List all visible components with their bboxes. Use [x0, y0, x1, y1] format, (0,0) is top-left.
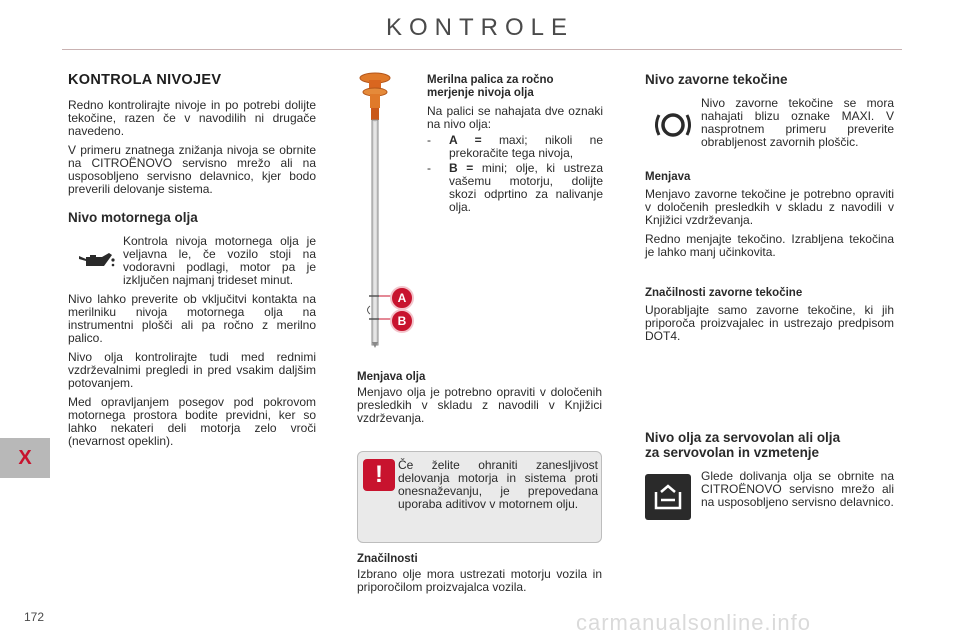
bullet-b: - B = mini; olje, ki ustreza vašemu motorju, dolijte skozi odprtino za nalivanje olja.	[427, 161, 603, 214]
section-title-engine-oil: Nivo motornega olja	[68, 210, 198, 225]
warning-icon: !	[363, 459, 395, 491]
dipstick-intro: Na palici se nahajata dve oznaki na nivo olja:	[427, 104, 603, 131]
section-title-steering-fluid: Nivo olja za servovolan ali olja za servovolan in vzmetenje	[645, 430, 841, 460]
engine-oil-p2: Nivo olja kontrolirajte tudi med rednimi vzdrževalnimi pregledi in pred vsakim daljšim potovanjem.	[68, 350, 316, 390]
oil-spec-title: Značilnosti	[357, 553, 418, 565]
steering-fluid-text: Glede dolivanja olja se obrnite na CITROËNOVO servisno mrežo ali na usposobljeno servisno delavnico.	[701, 469, 894, 509]
dipstick-illustration	[355, 70, 425, 350]
marker-b-badge	[390, 309, 414, 333]
oil-can-icon	[68, 241, 123, 281]
page-title: KONTROLE	[385, 14, 575, 41]
engine-oil-p1: Nivo lahko preverite ob vključitvi kontakta na merilniku nivoja motornega olja na instrumentni plošči ali pa ročno z merilno palico.	[68, 292, 316, 345]
levels-intro-1: Redno kontrolirajte nivoje in po potrebi dolijte tekočine, razen če v navodilih ni drugače navedeno.	[68, 98, 316, 138]
column-left	[68, 72, 316, 454]
bullet-b-text: mini; olje, ki ustreza vašemu motorju, dolijte skozi odprtino za nalivanje olja.	[449, 161, 603, 214]
brake-spec-text: Uporabljajte samo zavorne tekočine, ki jih priporoča proizvajalec in ustrezajo predpisom DOT4.	[645, 303, 894, 343]
steering-fluid-block	[645, 430, 894, 528]
brake-warning-icon	[645, 103, 701, 147]
oil-change-block	[357, 371, 602, 431]
oil-spec-block	[357, 553, 602, 600]
dipstick-text-block	[427, 74, 603, 216]
brake-fluid-icon-block	[645, 97, 894, 149]
column-right	[645, 72, 894, 349]
dipstick-title: Merilna palica za ročno merjenje nivoja olja	[427, 74, 554, 99]
section-title-brake-fluid: Nivo zavorne tekočine	[645, 72, 788, 87]
bullet-a-text: maxi; nikoli ne prekoračite tega nivoja,	[449, 133, 603, 160]
marker-b-label: B	[397, 314, 407, 328]
oil-change-title: Menjava olja	[357, 371, 426, 383]
bullet-a: - A = maxi; nikoli ne prekoračite tega nivoja,	[427, 133, 603, 160]
service-reservoir-icon	[645, 474, 691, 520]
engine-oil-p3: Med opravljanjem posegov pod pokrovom motornega prostora bodite previdni, ker so lahko nekateri deli motorja zelo vroči (nevarnost opeklin).	[68, 395, 316, 448]
oil-change-text: Menjavo olja je potrebno opraviti v določenih presledkih v skladu z navodili v Knjižici vzdrževanja.	[357, 385, 602, 425]
marker-a-badge	[390, 286, 414, 310]
engine-oil-condition: Kontrola nivoja motornega olja je veljavna le, če vozilo stoji na vodoravni podlagi, motor pa je izključen najmanj trideset minut.	[123, 234, 316, 287]
brake-change-p2: Redno menjajte tekočino. Izrabljena tekočina je lahko manj učinkovita.	[645, 232, 894, 259]
steering-fluid-icon-wrap	[645, 472, 701, 522]
header-divider	[62, 49, 902, 50]
steering-fluid-icon-block	[645, 470, 894, 522]
section-title-levels: KONTROLA NIVOJEV	[68, 72, 222, 88]
brake-fluid-level-text: Nivo zavorne tekočine se mora nahajati blizu oznake MAXI. V nasprotnem primeru preverite obrabljenost zavornih ploščic.	[701, 96, 894, 149]
page-number: 172	[24, 610, 45, 624]
levels-intro-2: V primeru znatnega znižanja nivoja se obrnite na CITROËNOVO servisno mrežo ali na usposobljeno servisno delavnico, kjer bodo preverili delovanje sistema.	[68, 143, 316, 196]
chapter-tab[interactable]: X	[0, 438, 50, 478]
bullet-b-key: B =	[449, 161, 474, 175]
brake-spec-title: Značilnosti zavorne tekočine	[645, 287, 803, 299]
brake-change-title: Menjava	[645, 171, 691, 183]
bullet-a-key: A =	[449, 133, 482, 147]
additive-warning-box	[357, 451, 602, 543]
watermark: carmanualsonline.info	[576, 610, 812, 635]
warning-text: Če želite ohraniti zanesljivost delovanja motorja in sistema proti onesnaževanju, je prepovedana uporaba aditivov v motornem olju.	[398, 458, 598, 511]
marker-a-label: A	[397, 291, 407, 305]
brake-change-p1: Menjavo zavorne tekočine je potrebno opraviti v določenih presledkih v skladu z navodili v Knjižici vzdrževanja.	[645, 187, 894, 227]
oil-spec-text: Izbrano olje mora ustrezati motorju vozila in priporočilom proizvajalca vozila.	[357, 567, 602, 594]
engine-oil-icon-block	[68, 235, 316, 287]
